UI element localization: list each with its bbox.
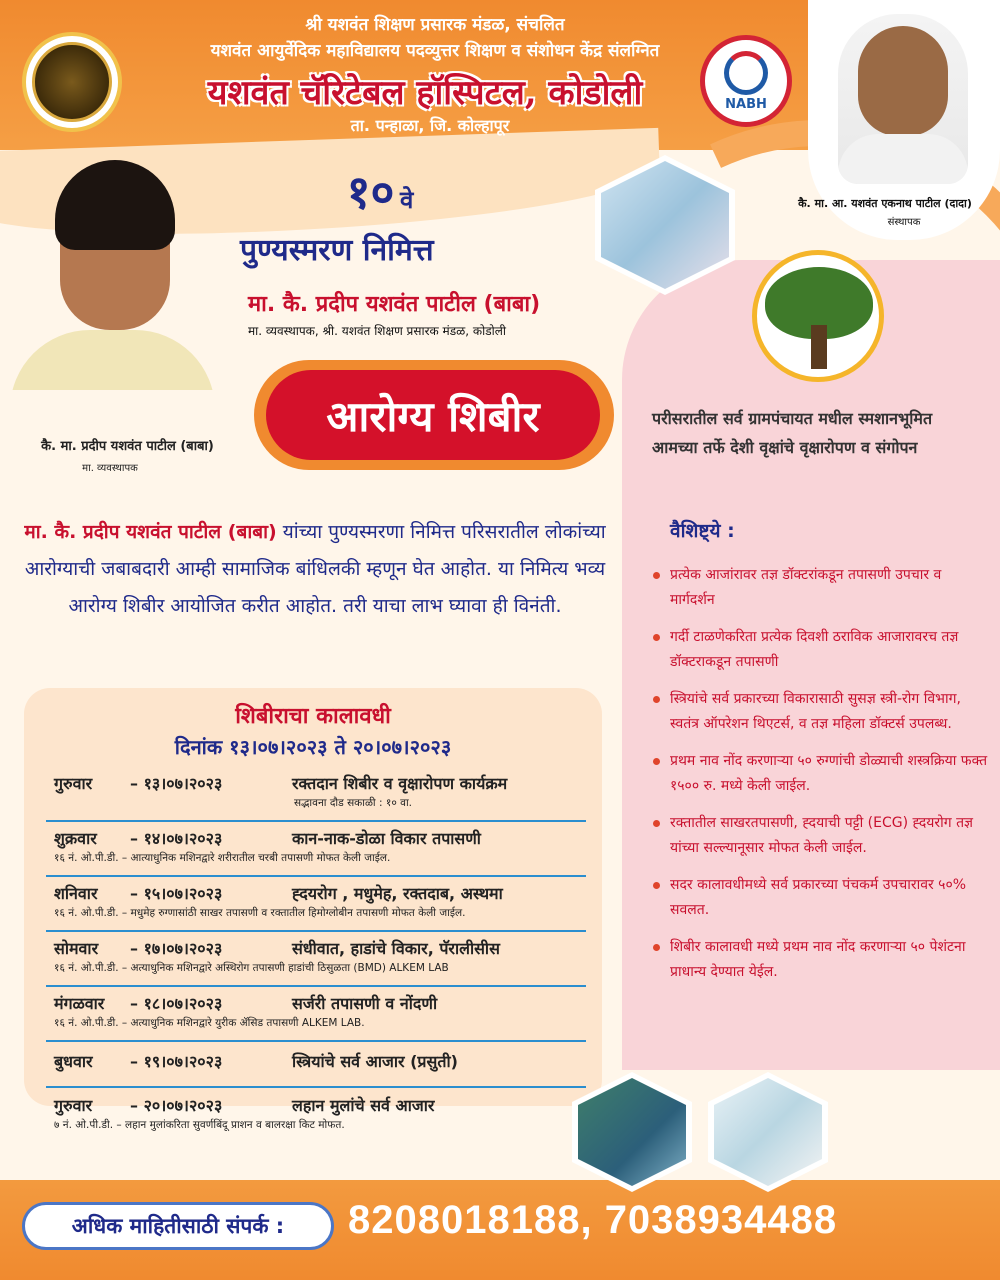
founder-name: कै. मा. आ. यशवंत एकनाथ पाटील (दादा) <box>798 197 972 210</box>
schedule-event: संधीवात, हाडांचे विकार, पॅरालीसीस <box>292 939 500 958</box>
schedule-day: गुरुवार <box>54 1096 93 1115</box>
schedule-title: शिबीराचा कालावधी <box>235 704 391 729</box>
feature-item: गर्दी टाळणेकरिता प्रत्येक दिवशी ठराविक आजारावरच तज्ञ डॉक्टराकडून तपासणी <box>648 625 990 675</box>
header-line1: श्री यशवंत शिक्षण प्रसारक मंडळ, संचलित <box>305 15 565 35</box>
feature-item: रक्तातील साखरतपासणी, ह्दयाची पट्टी (ECG) ह्दयरोग तज्ञ यांच्या सल्ल्यानूसार मोफत केली जाईल. <box>648 811 990 861</box>
schedule-event: स्त्रियांचे सर्व आजार (प्रसुती) <box>292 1052 458 1071</box>
schedule-date: – १३।०७।२०२३ <box>130 774 223 793</box>
feature-item: शिबीर कालावधी मध्ये प्रथम नाव नोंद करणाऱ्या ५० पेशंटना प्राधान्य देण्यात येईल. <box>648 935 990 985</box>
feature-item: प्रथम नाव नोंद करणाऱ्या ५० रुग्णांची डोळ्याची शस्त्रक्रिया फक्त १५०० रु. मध्ये केली जाईल. <box>648 749 990 799</box>
honoree-name: मा. कै. प्रदीप यशवंत पाटील (बाबा) <box>248 292 541 317</box>
environment-text: परीसरातील सर्व ग्रामपंचायत मधील स्मशानभूमित आमच्या तर्फे देशी वृक्षांचे वृक्षारोपण व संगोपन <box>652 409 933 457</box>
schedule-note: १६ नं. ओ.पी.डी. – आत्याधुनिक मशिनद्वारे शरीरातील चरबी तपासणी मोफत केली जाईल. <box>54 852 391 864</box>
founder-role: संस्थापक <box>887 217 921 228</box>
schedule-day: शनिवार <box>54 884 98 903</box>
schedule-row <box>46 992 586 1042</box>
contact-phone-numbers[interactable]: 8208018188, 7038934488 <box>348 1198 838 1242</box>
contact-label: अधिक माहितीसाठी संपर्क : <box>71 1214 285 1238</box>
intro-paragraph <box>16 514 614 625</box>
schedule-day: सोमवार <box>54 939 99 958</box>
feature-item: सदर कालावधीमध्ये सर्व प्रकारच्या पंचकर्म उपचारावर ५०% सवलत. <box>648 873 990 923</box>
schedule-date: – १५।०७।२०२३ <box>130 884 223 903</box>
health-camp-badge <box>254 360 614 470</box>
schedule-event: कान-नाक-डोळा विकार तपासणी <box>292 829 481 848</box>
hospital-location: ता. पन्हाळा, जि. कोल्हापूर <box>350 116 510 135</box>
hospital-title: यशवंत चॅरिटेबल हॉस्पिटल, कोडोली <box>207 73 643 113</box>
portrait-name: कै. मा. प्रदीप यशवंत पाटील (बाबा) <box>41 439 214 454</box>
schedule-row <box>46 1050 586 1088</box>
founder-photo <box>838 14 968 184</box>
schedule-date: – २०।०७।२०२३ <box>130 1096 223 1115</box>
anniversary-count: १० <box>346 165 395 219</box>
nabh-logo-icon <box>700 35 792 127</box>
feature-item: प्रत्येक आजांरावर तज्ञ डॉक्टरांकडून तपासणी उपचार व मार्गदर्शन <box>648 563 990 613</box>
feature-item: स्त्रियांचे सर्व प्रकारच्या विकारासाठी सुसज्ञ स्त्री-रोग विभाग, स्वतंत्र ऑपरेशन थिएटर्स, व तज्ञ महिला डॉक्टर्स उपलब्ध. <box>648 687 990 737</box>
schedule-event: सर्जरी तपासणी व नोंदणी <box>292 994 438 1013</box>
schedule-day: शुक्रवार <box>54 829 97 848</box>
anniversary-suffix: वे <box>400 186 414 214</box>
schedule-day: बुधवार <box>54 1052 93 1071</box>
schedule-row <box>46 1094 586 1142</box>
honoree-portrait <box>10 160 215 390</box>
schedule-row <box>46 827 586 877</box>
schedule-row <box>46 882 586 932</box>
health-camp-label: आरोग्य शिबीर <box>326 391 540 441</box>
schedule-event: ह्दयरोग , मधुमेह, रक्तदाब, अस्थमा <box>292 884 503 903</box>
schedule-row <box>46 772 586 822</box>
schedule-event: रक्तदान शिबीर व वृक्षारोपण कार्यक्रम <box>292 774 508 793</box>
nabh-ring-icon <box>724 51 768 95</box>
schedule-note: सद्भावना दौड सकाळी : १० वा. <box>294 797 413 809</box>
schedule-date: – १७।०७।२०२३ <box>130 939 223 958</box>
schedule-date: – १४।०७।२०२३ <box>130 829 223 848</box>
features-list <box>648 563 990 997</box>
schedule-day: मंगळवार <box>54 994 105 1013</box>
college-logo-icon <box>22 32 122 132</box>
schedule-row <box>46 937 586 987</box>
header-line2: यशवंत आयुर्वेदिक महाविद्यालय पदव्युत्तर शिक्षण व संशोधन केंद्र संलग्नित <box>210 41 660 61</box>
occasion-heading: पुण्यस्मरण निमित्त <box>240 233 434 268</box>
intro-highlight: मा. कै. प्रदीप यशवंत पाटील (बाबा) <box>24 521 277 543</box>
schedule-date: – १८।०७।२०२३ <box>130 994 223 1013</box>
schedule-note: १६ नं. ओ.पी.डी. – अत्याधुनिक मशिनद्वारे युरीक ॲसिड तपासणी ALKEM LAB. <box>54 1017 365 1029</box>
nabh-label: NABH <box>725 96 767 112</box>
features-title: वैशिष्ट्ये : <box>670 520 735 542</box>
tree-icon <box>752 250 884 382</box>
schedule-range: दिनांक १३।०७।२०२३ ते २०।०७।२०२३ <box>174 735 452 759</box>
schedule-note: ७ नं. ओ.पी.डी. – लहान मुलांकरिता सुवर्णबिंदू प्राशन व बालरक्षा किट मोफत. <box>54 1119 345 1131</box>
schedule-date: – १९।०७।२०२३ <box>130 1052 223 1071</box>
anniversary-number <box>300 160 460 222</box>
schedule-note: १६ नं. ओ.पी.डी. – अत्याधुनिक मशिनद्वारे अस्थिरोग तपासणी हाडांची ठिसुळता (BMD) ALKEM LAB <box>54 962 449 974</box>
contact-label-pill <box>22 1202 334 1250</box>
portrait-role: मा. व्यवस्थापक <box>82 463 138 474</box>
schedule-event: लहान मुलांचे सर्व आजार <box>292 1096 435 1115</box>
intro-text: यांच्या पुण्यस्मरणा निमित्त परिसरातील लोकांच्या आरोग्याची जबाबदारी आम्ही सामाजिक बांधिलकी म्हणून घेत आहोत. या निमित्य भव्य आरोग्य शिबीर आयोजित करीत आहोत. तरी याचा लाभ घ्यावा ही विनंती. <box>24 521 606 617</box>
schedule-note: १६ नं. ओ.पी.डी. – मधुमेह रुग्णासांठी साखर तपासणी व रक्तातील हिमोग्लोबीन तपासणी मोफत केली जाईल. <box>54 907 466 919</box>
schedule-day: गुरुवार <box>54 774 93 793</box>
honoree-role: मा. व्यवस्थापक, श्री. यशवंत शिक्षण प्रसारक मंडळ, कोडोली <box>248 324 506 338</box>
